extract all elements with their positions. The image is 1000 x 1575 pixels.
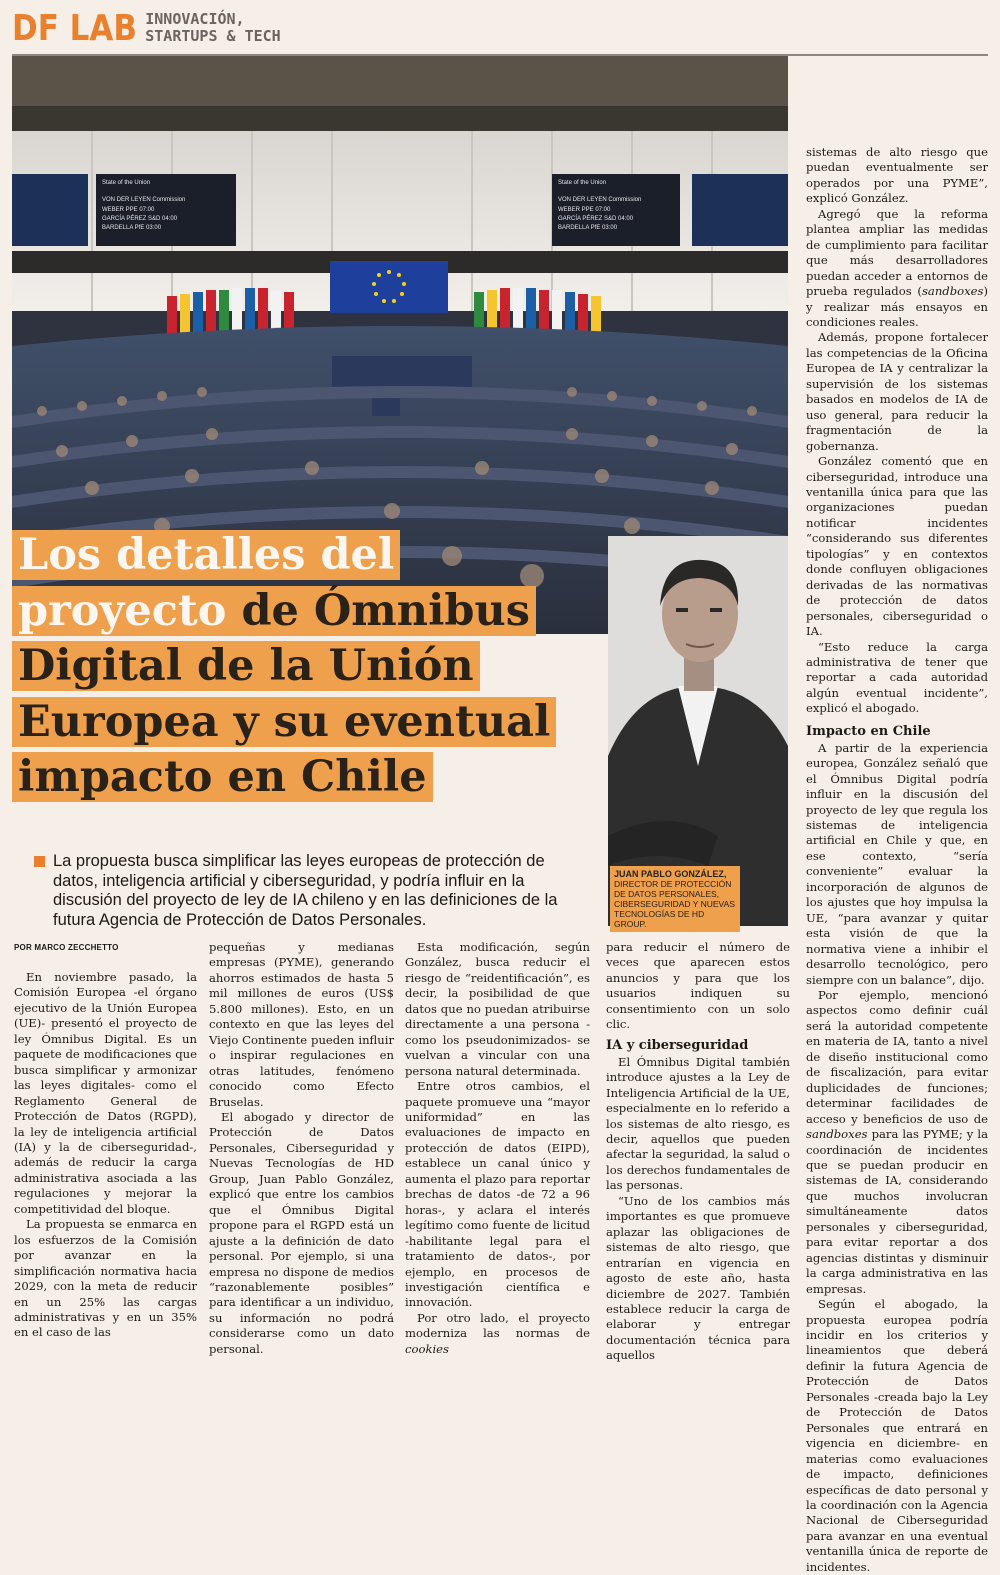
section-header: [12, 4, 281, 52]
paragraph-italic: cookies: [405, 1341, 449, 1356]
article-column-4: [606, 940, 790, 1364]
paragraph: “Esto reduce la carga administrativa de tener que reportar a cada autoridad algún eventual incidente”, explicó el abogado.: [806, 639, 988, 716]
paragraph: El abogado y director de Protección de Datos Personales, Ciberseguridad y Nuevas Tecnologías de HD Group, Juan Pablo González, explicó que entre los cambios que el Ómnibus Digital propone para el RGPD está un ajuste a la definición de dato personal. Por ejemplo, si una empresa no dispone de medios “razonablemente posibles” para identificar a un individuo, su información no podrá considerarse como un dato personal.: [209, 1109, 394, 1356]
byline: POR MARCO ZECCHETTO: [14, 943, 119, 952]
paragraph: González comentó que en ciberseguridad, introduce una ventanilla única para que las organizaciones puedan notificar incidentes “considerando sus diferentes tipologías” y en contextos donde confluyen obligaciones derivadas de las normativas de protección de datos personales, ciberseguridad o IA.: [806, 454, 988, 639]
headline-line1: Los detalles del: [12, 530, 400, 580]
paragraph: En noviembre pasado, la Comisión Europea -el órgano ejecutivo de la Unión Europea (UE)- presentó el proyecto de ley Ómnibus Digital. Es un paquete de modificaciones que busca simplificar y armonizar las leyes digitales- como el Reglamento General de Protección de Datos (RGPD), la ley de inteligencia artificial (IA) y la de ciberseguridad-, además de reducir la carga administrativa asociada a las regulaciones y mejorar la competitividad del bloque.: [14, 970, 197, 1216]
section-subtitle-line1: INNOVACIÓN,: [145, 10, 245, 28]
paragraph: para reducir el número de veces que aparecen estos anuncios y para que los usuarios indiquen su consentimiento con un solo clic.: [606, 940, 790, 1032]
paragraph-text: para las PYME; y la coordinación de incidentes que se puedan producir en sistemas de IA, considerando que muchos involucran simultáneamente datos personales y ciberseguridad, para evitar reportar a dos agencias distintas y disminuir la carga administrativa en las empresas.: [806, 1127, 988, 1296]
paragraph-italic: sandboxes: [806, 1127, 868, 1142]
svg-text:GARCÍA PÉREZ S&D 04:00: GARCÍA PÉREZ S&D 04:00: [558, 216, 634, 222]
paragraph: Entre otros cambios, el paquete promueve una “mayor uniformidad” en las evaluaciones de impacto en protección de datos (EIPD), establece un canal único y aumenta el plazo para reportar brechas de datos -de 72 a 96 horas-, y aclara el interés legítimo como fuente de licitud -habilitante legal para el tratamiento de datos-, por ejemplo, en procesos de investigación científica e innovación.: [405, 1079, 590, 1310]
paragraph: pequeñas y medianas empresas (PYME), generando ahorros estimados de hasta 5 mil millones de euros (US$ 5.800 millones). Esto, en un contexto en que las leyes del Viejo Continente pueden influir o inspirar regulaciones en otras latitudes, fenómeno conocido como Efecto Bruselas.: [209, 940, 394, 1109]
section-subtitle-line2: STARTUPS & TECH: [145, 27, 281, 45]
subheading-ia-ciberseguridad: IA y ciberseguridad: [606, 1037, 749, 1053]
svg-text:GARCÍA PÉREZ S&D 04:00: GARCÍA PÉREZ S&D 04:00: [102, 216, 178, 222]
subheading-impacto-chile: Impacto en Chile: [806, 723, 931, 739]
headline-line3: Digital de la Unión: [12, 641, 480, 691]
headline-line4: Europea y su eventual: [12, 697, 556, 747]
screen-title-left: State of the Union: [102, 180, 151, 186]
svg-text:WEBER PPE 07:00: WEBER PPE 07:00: [558, 207, 611, 213]
article-headline: [12, 528, 632, 806]
lead-text: La propuesta busca simplificar las leyes europeas de protección de datos, inteligencia artificial y ciberseguridad, y podría influir en la discusión del proyecto de ley de IA chileno y en las definiciones de la futura Agencia de Protección de Datos Personales.: [53, 852, 558, 929]
paragraph: Esta modificación, según González, busca reducir el riesgo de “reidentificación”, es decir, la posibilidad de que datos que no puedan atribuirse directamente a una persona -como los pseudonimizados- se vuelvan a vincular con una persona natural determinada.: [405, 940, 590, 1078]
screen-title-right: State of the Union: [558, 180, 607, 186]
caption-name: JUAN PABLO GONZÁLEZ,: [614, 869, 727, 879]
article-column-1: [14, 970, 197, 1341]
headline-line5: impacto en Chile: [12, 752, 433, 802]
paragraph: sistemas de alto riesgo que puedan eventualmente ser operados por una PYME”, explicó González.: [806, 145, 988, 206]
svg-text:BARDELLA PfE 03:00: BARDELLA PfE 03:00: [558, 225, 618, 231]
article-lead: [34, 852, 564, 930]
paragraph: A partir de la experiencia europea, González señaló que el Ómnibus Digital podría influir en la discusión del proyecto de ley que regula los sistemas de inteligencia artificial en Chile y que, en ese contexto, “sería conveniente” evaluar la incorporación de algunos de los ajustes que hoy impulsa la UE, “para avanzar y quitar esta visión de que la normativa viene a inhibir el desarrollo tecnológico, pero siempre con un balance”, dijo.: [806, 740, 988, 987]
svg-text:VON DER LEYEN Commission: VON DER LEYEN Commission: [558, 197, 642, 203]
photo-caption: [610, 866, 740, 932]
paragraph-text: Agregó que la reforma plantea ampliar las medidas de cumplimiento para facilitar que más desarrolladores puedan acceder a entornos de prueba regulados (: [806, 206, 988, 299]
svg-text:WEBER PPE 07:00: WEBER PPE 07:00: [102, 207, 155, 213]
paragraph-text: Por ejemplo, mencionó aspectos como definir cuál será la autoridad competente en materia de IA, tanto a nivel de diseño institucional como de fiscalización, para evitar duplicidades de funciones; determinar facilidades de acceso y beneficios de uso de: [806, 988, 988, 1126]
section-subtitle: [145, 11, 280, 45]
headline-line2a: proyecto: [18, 585, 227, 636]
caption-role: DIRECTOR DE PROTECCIÓN DE DATOS PERSONALES, CIBERSEGURIDAD Y NUEVAS TECNOLOGÍAS DE HD GROUP.: [614, 879, 735, 929]
paragraph: [806, 207, 988, 331]
paragraph: Además, propone fortalecer las competencias de la Oficina Europea de IA y centralizar la supervisión de los sistemas basados en modelos de IA de uso general, para reducir la fragmentación de la gobernanza.: [806, 330, 988, 453]
paragraph: El Ómnibus Digital también introduce ajustes a la Ley de Inteligencia Artificial de la UE, especialmente en lo referido a los sistemas de alto riesgo, es decir, aquellos que pueden afectar la seguridad, la salud o los derechos fundamentales de las personas.: [606, 1054, 790, 1193]
paragraph: “Uno de los cambios más importantes es que promueve aplazar las obligaciones de sistemas de alto riesgo, que entrarían en vigencia en agosto de este año, hasta diciembre de 2027. También establece reducir la carga de elaborar y entregar documentación técnica para aquellos: [606, 1193, 790, 1363]
article-column-2: [209, 940, 394, 1357]
svg-text:BARDELLA PfE 03:00: BARDELLA PfE 03:00: [102, 225, 162, 231]
paragraph: Según el abogado, la propuesta europea podría incidir en los criterios y lineamientos que deberá definir la futura Agencia de Protección de Datos Personales -creada bajo la Ley de Protección de Datos Personales que entrará en vigencia en diciembre- en materias como evaluaciones de impacto, definiciones específicas de dato personal y la coordinación con la Agencia Nacional de Ciberseguridad para avanzar en una eventual ventanilla única de reporte de incidentes.: [806, 1297, 988, 1574]
paragraph: La propuesta se enmarca en los esfuerzos de la Comisión por avanzar en la simplificación normativa hacia 2029, con la meta de reducir en un 25% las cargas administrativas y en un 35% en el caso de las: [14, 1217, 197, 1340]
paragraph-text: ) y realizar más ensayos en condiciones reales.: [806, 284, 988, 329]
svg-text:VON DER LEYEN Commission: VON DER LEYEN Commission: [102, 197, 186, 203]
paragraph-italic: sandboxes: [921, 284, 984, 299]
paragraph-text: Por otro lado, el proyecto moderniza las normas de: [405, 1310, 590, 1341]
paragraph: [405, 1311, 590, 1357]
article-column-3: [405, 940, 590, 1357]
section-logo: DF LAB: [12, 7, 137, 49]
headline-line2b: de Ómnibus: [226, 585, 530, 636]
paragraph: [806, 988, 988, 1297]
article-column-5: [806, 145, 988, 1575]
